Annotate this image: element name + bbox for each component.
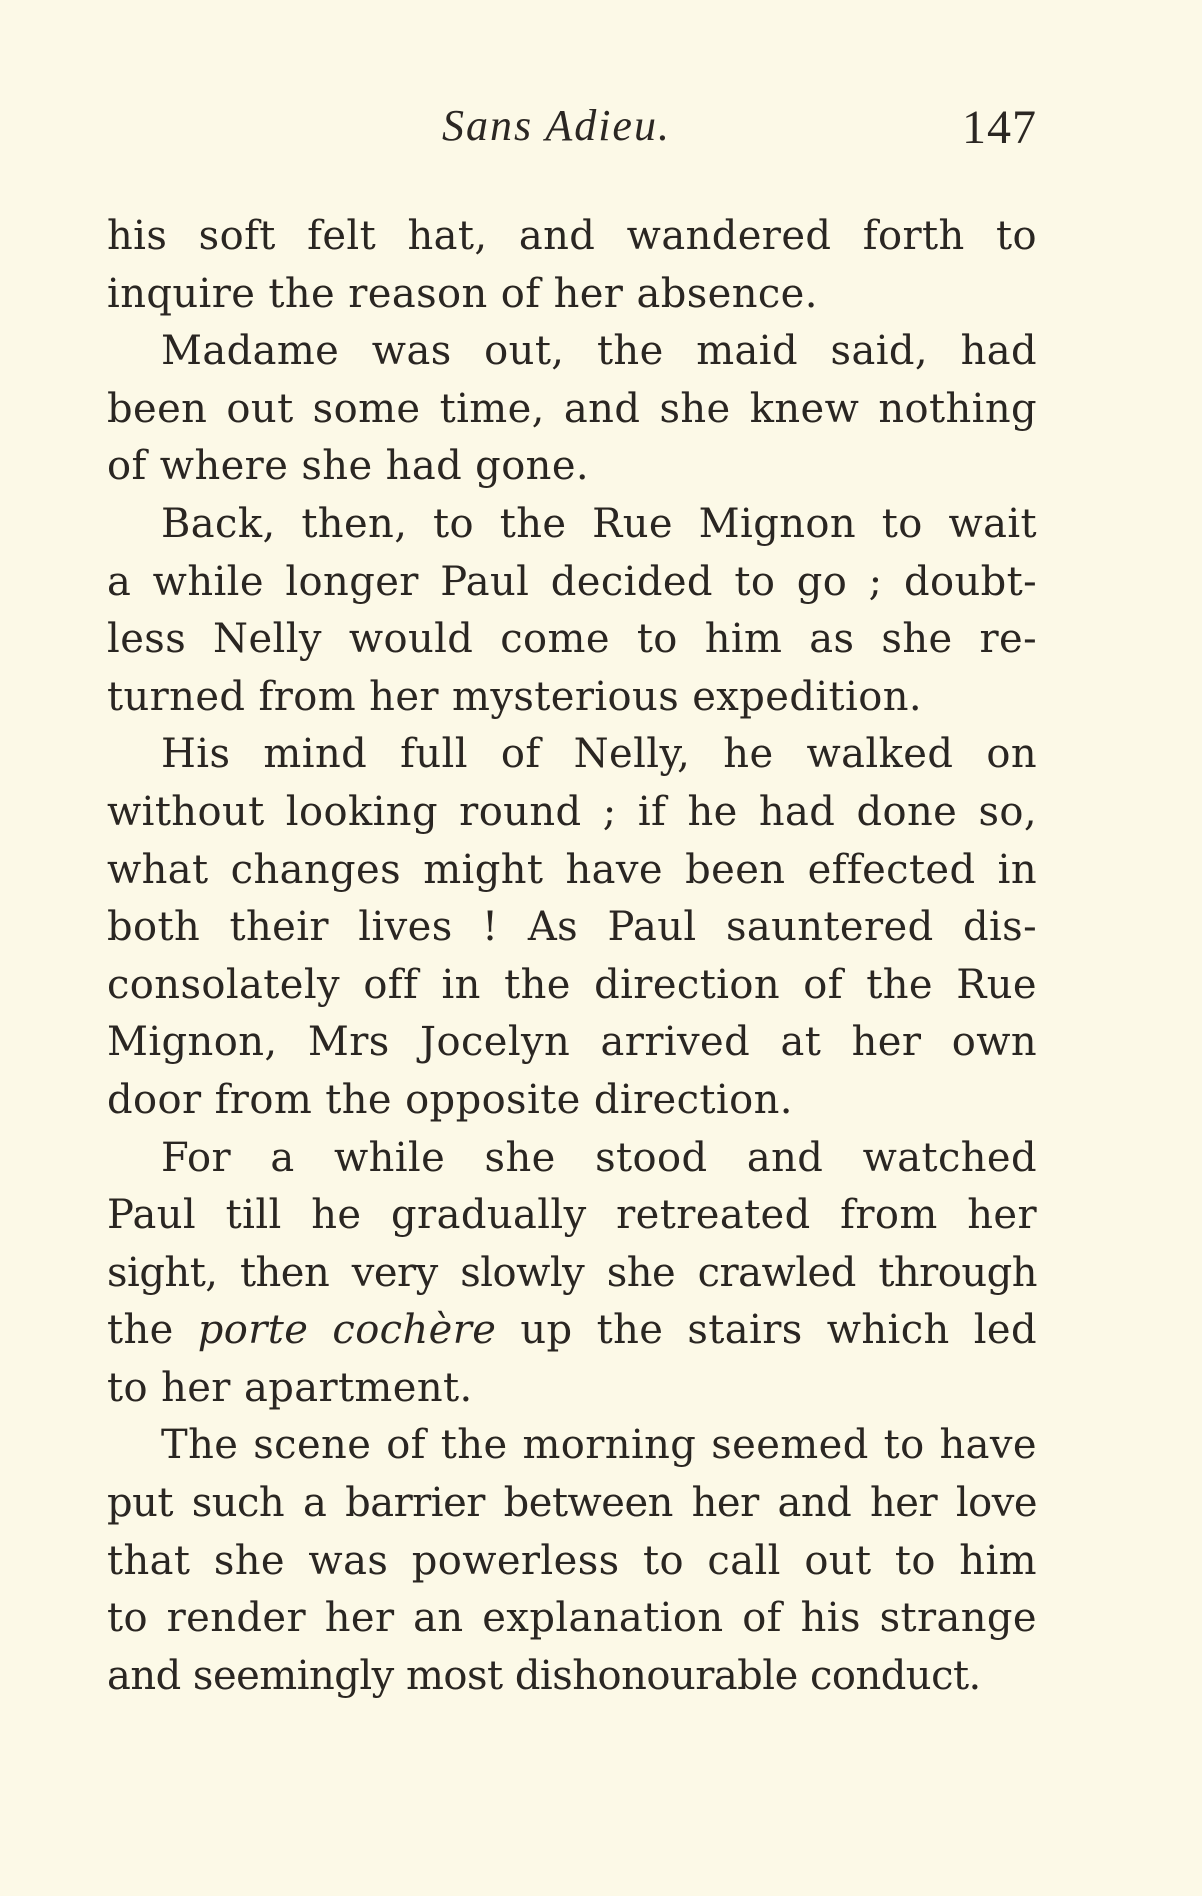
paragraph-start-line: The scene of the morning seemed to have (161, 1422, 1037, 1469)
paragraph-start-line: His mind full of Nelly, he walked on (161, 731, 1037, 778)
text-line: to render her an explanation of his strange (107, 1595, 1037, 1642)
text-line: without looking round ; if he had done so, (107, 788, 1037, 835)
italic-phrase: porte cochère (197, 1307, 497, 1354)
text-line: his soft felt hat, and wandered forth to (107, 213, 1037, 259)
body-text (107, 208, 1037, 1705)
text-line: what changes might have been effected in (107, 846, 1037, 893)
paragraph-start-line: For a while she stood and watched (161, 1134, 1037, 1181)
text-line: inquire the reason of her absence. (107, 270, 818, 317)
paragraph-start-line: Back, then, to the Rue Mignon to wait (161, 500, 1037, 547)
text-line: door from the opposite direction. (107, 1076, 793, 1123)
text-line: both their lives ! As Paul sauntered dis- (107, 904, 1037, 951)
text-fragment: the (107, 1307, 198, 1354)
running-head (107, 100, 1037, 160)
text-line-with-italic (107, 1302, 1037, 1360)
text-line: sight, then very slowly she crawled through (107, 1249, 1037, 1296)
text-line: to her apartment. (107, 1364, 473, 1411)
paragraph-start-line: Madame was out, the maid said, had (161, 328, 1037, 375)
text-line: been out some time, and she knew nothing (107, 385, 1037, 432)
text-line: and seemingly most dishonourable conduct. (107, 1652, 981, 1699)
text-line: put such a barrier between her and her love (107, 1480, 1037, 1527)
text-line: that she was powerless to call out to him (107, 1537, 1037, 1584)
text-line: of where she had gone. (107, 443, 590, 490)
text-line: Paul till he gradually retreated from her (107, 1192, 1037, 1239)
text-line: consolately off in the direction of the Rue (107, 961, 1037, 1008)
page-number: 147 (962, 101, 1037, 154)
text-line: less Nelly would come to him as she re- (107, 616, 1037, 663)
text-fragment: up the stairs which led (496, 1307, 1038, 1354)
running-title: Sans Adieu. (442, 101, 671, 150)
text-line: Mignon, Mrs Jocelyn arrived at her own (107, 1019, 1037, 1066)
text-line: turned from her mysterious expedition. (107, 673, 922, 720)
text-line: a while longer Paul decided to go ; doubt- (107, 558, 1037, 605)
